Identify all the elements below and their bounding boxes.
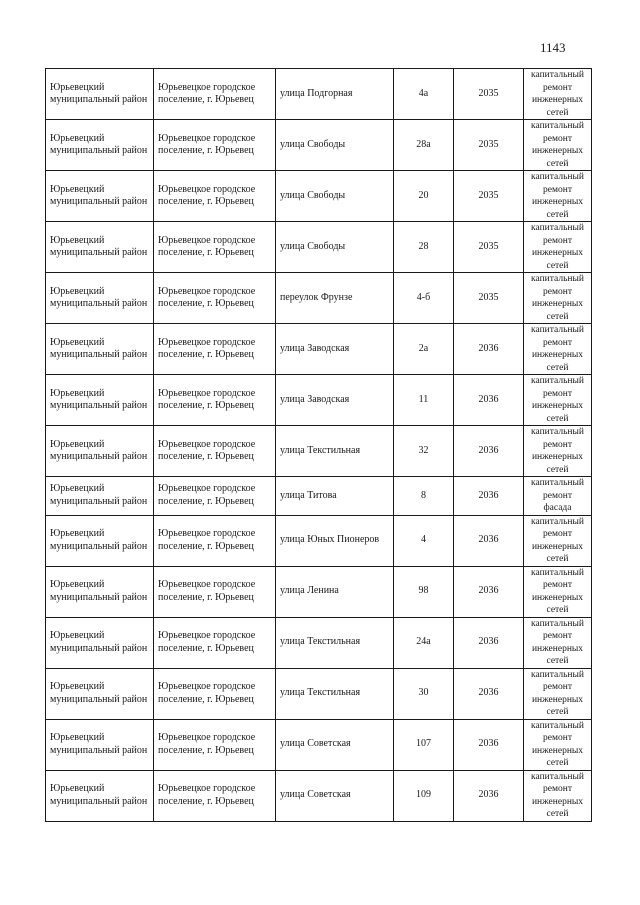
house-number-cell: 28 [394,222,454,273]
table-row [46,515,592,566]
house-number-cell: 24а [394,617,454,668]
house-number-cell: 98 [394,566,454,617]
district-cell: Юрьевецкий муниципальный район [46,477,154,516]
table-row [46,719,592,770]
house-number-cell: 8 [394,477,454,516]
settlement-cell: Юрьевецкое городское поселение, г. Юрьевец [154,515,276,566]
table-row [46,120,592,171]
table-row [46,770,592,821]
house-number-cell: 2а [394,324,454,375]
year-cell: 2035 [454,222,524,273]
work-type-cell: капитальный ремонт инженерных сетей [524,719,592,770]
work-type-cell: капитальный ремонт инженерных сетей [524,426,592,477]
work-type-cell: капитальный ремонт инженерных сетей [524,668,592,719]
settlement-cell: Юрьевецкое городское поселение, г. Юрьевец [154,171,276,222]
street-cell: улица Свободы [276,120,394,171]
year-cell: 2035 [454,171,524,222]
street-cell: улица Юных Пионеров [276,515,394,566]
year-cell: 2036 [454,566,524,617]
page-number: 1143 [540,40,566,55]
work-type-cell: капитальный ремонт инженерных сетей [524,69,592,120]
table-row [46,566,592,617]
settlement-cell: Юрьевецкое городское поселение, г. Юрьевец [154,719,276,770]
work-type-cell: капитальный ремонт инженерных сетей [524,617,592,668]
district-cell: Юрьевецкий муниципальный район [46,375,154,426]
work-type-cell: капитальный ремонт инженерных сетей [524,171,592,222]
settlement-cell: Юрьевецкое городское поселение, г. Юрьевец [154,566,276,617]
settlement-cell: Юрьевецкое городское поселение, г. Юрьевец [154,770,276,821]
district-cell: Юрьевецкий муниципальный район [46,69,154,120]
house-number-cell: 11 [394,375,454,426]
settlement-cell: Юрьевецкое городское поселение, г. Юрьевец [154,120,276,171]
house-number-cell: 4 [394,515,454,566]
year-cell: 2036 [454,477,524,516]
house-number-cell: 4-б [394,273,454,324]
house-number-cell: 107 [394,719,454,770]
street-cell: улица Заводская [276,324,394,375]
district-cell: Юрьевецкий муниципальный район [46,171,154,222]
work-type-cell: капитальный ремонт инженерных сетей [524,375,592,426]
year-cell: 2035 [454,120,524,171]
work-type-cell: капитальный ремонт инженерных сетей [524,222,592,273]
work-type-cell: капитальный ремонт инженерных сетей [524,273,592,324]
district-cell: Юрьевецкий муниципальный район [46,426,154,477]
table-row [46,69,592,120]
street-cell: улица Текстильная [276,617,394,668]
street-cell: улица Заводская [276,375,394,426]
street-cell: переулок Фрунзе [276,273,394,324]
table-row [46,375,592,426]
street-cell: улица Советская [276,770,394,821]
street-cell: улица Свободы [276,171,394,222]
table-row [46,324,592,375]
year-cell: 2035 [454,69,524,120]
year-cell: 2036 [454,719,524,770]
district-cell: Юрьевецкий муниципальный район [46,617,154,668]
year-cell: 2036 [454,375,524,426]
street-cell: улица Советская [276,719,394,770]
settlement-cell: Юрьевецкое городское поселение, г. Юрьевец [154,477,276,516]
district-cell: Юрьевецкий муниципальный район [46,719,154,770]
settlement-cell: Юрьевецкое городское поселение, г. Юрьевец [154,668,276,719]
table-row [46,617,592,668]
house-number-cell: 20 [394,171,454,222]
work-type-cell: капитальный ремонт инженерных сетей [524,770,592,821]
settlement-cell: Юрьевецкое городское поселение, г. Юрьевец [154,222,276,273]
district-cell: Юрьевецкий муниципальный район [46,273,154,324]
house-number-cell: 30 [394,668,454,719]
district-cell: Юрьевецкий муниципальный район [46,120,154,171]
house-number-cell: 28а [394,120,454,171]
settlement-cell: Юрьевецкое городское поселение, г. Юрьевец [154,69,276,120]
work-type-cell: капитальный ремонт инженерных сетей [524,566,592,617]
district-cell: Юрьевецкий муниципальный район [46,324,154,375]
house-number-cell: 4а [394,69,454,120]
work-type-cell: капитальный ремонт инженерных сетей [524,324,592,375]
district-cell: Юрьевецкий муниципальный район [46,515,154,566]
year-cell: 2036 [454,617,524,668]
street-cell: улица Текстильная [276,668,394,719]
year-cell: 2036 [454,426,524,477]
year-cell: 2035 [454,273,524,324]
settlement-cell: Юрьевецкое городское поселение, г. Юрьевец [154,426,276,477]
table-row [46,273,592,324]
settlement-cell: Юрьевецкое городское поселение, г. Юрьевец [154,617,276,668]
street-cell: улица Свободы [276,222,394,273]
work-type-cell: капитальный ремонт инженерных сетей [524,515,592,566]
table-row [46,222,592,273]
year-cell: 2036 [454,770,524,821]
street-cell: улица Текстильная [276,426,394,477]
district-cell: Юрьевецкий муниципальный район [46,668,154,719]
table-row [46,171,592,222]
table-row [46,477,592,516]
house-number-cell: 109 [394,770,454,821]
work-type-cell: капитальный ремонт фасада [524,477,592,516]
district-cell: Юрьевецкий муниципальный район [46,770,154,821]
house-number-cell: 32 [394,426,454,477]
district-cell: Юрьевецкий муниципальный район [46,566,154,617]
settlement-cell: Юрьевецкое городское поселение, г. Юрьевец [154,375,276,426]
table-row [46,426,592,477]
housing-repair-table [45,68,592,822]
year-cell: 2036 [454,515,524,566]
settlement-cell: Юрьевецкое городское поселение, г. Юрьевец [154,324,276,375]
year-cell: 2036 [454,324,524,375]
street-cell: улица Подгорная [276,69,394,120]
work-type-cell: капитальный ремонт инженерных сетей [524,120,592,171]
street-cell: улица Титова [276,477,394,516]
district-cell: Юрьевецкий муниципальный район [46,222,154,273]
year-cell: 2036 [454,668,524,719]
table-row [46,668,592,719]
street-cell: улица Ленина [276,566,394,617]
settlement-cell: Юрьевецкое городское поселение, г. Юрьевец [154,273,276,324]
